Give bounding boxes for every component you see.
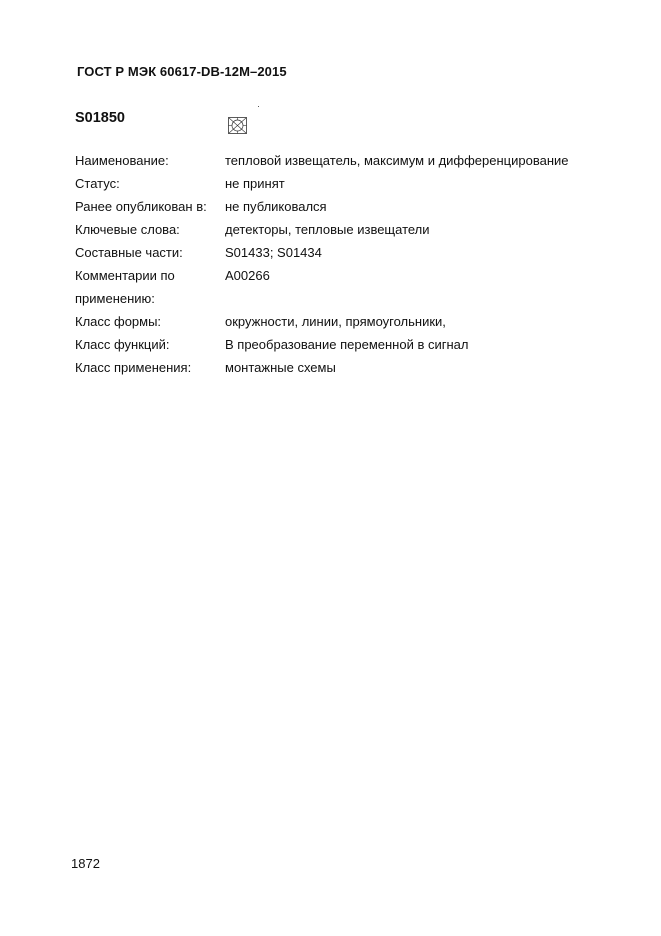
heat-detector-symbol-icon — [228, 117, 247, 134]
property-row-status — [75, 172, 615, 195]
property-label: Наименование: — [75, 153, 169, 168]
property-row-name — [75, 149, 615, 172]
property-value: S01433; S01434 — [225, 245, 322, 260]
property-row-components — [75, 241, 615, 264]
property-row-function-class — [75, 333, 615, 356]
document-header: ГОСТ Р МЭК 60617-DB-12М–2015 — [77, 64, 287, 79]
property-value: В преобразование переменной в сигнал — [225, 337, 469, 352]
property-value: тепловой извещатель, максимум и дифференцирование — [225, 153, 569, 168]
property-row-comments — [75, 264, 615, 310]
property-label: Составные части: — [75, 245, 183, 260]
property-value: А00266 — [225, 268, 270, 283]
property-value: монтажные схемы — [225, 360, 336, 375]
property-label: Класс формы: — [75, 314, 162, 329]
property-label: Статус: — [75, 176, 120, 191]
property-row-published — [75, 195, 615, 218]
property-value: не публиковался — [225, 199, 327, 214]
property-value: не принят — [225, 176, 285, 191]
symbol-code: S01850 — [75, 110, 125, 126]
property-label: Класс применения: — [75, 360, 192, 375]
page-number: 1872 — [71, 856, 100, 871]
symbol-properties — [75, 149, 615, 379]
property-value: окружности, линии, прямоугольники, — [225, 314, 446, 329]
property-value: детекторы, тепловые извещатели — [225, 222, 430, 237]
property-label: Комментарии по применению: — [75, 268, 175, 306]
property-label: Класс функций: — [75, 337, 170, 352]
symbol-dot-mark — [258, 106, 259, 107]
property-row-keywords — [75, 218, 615, 241]
property-label: Ключевые слова: — [75, 222, 180, 237]
property-row-application-class — [75, 356, 615, 379]
property-label: Ранее опубликован в: — [75, 199, 207, 214]
property-row-shape-class — [75, 310, 615, 333]
